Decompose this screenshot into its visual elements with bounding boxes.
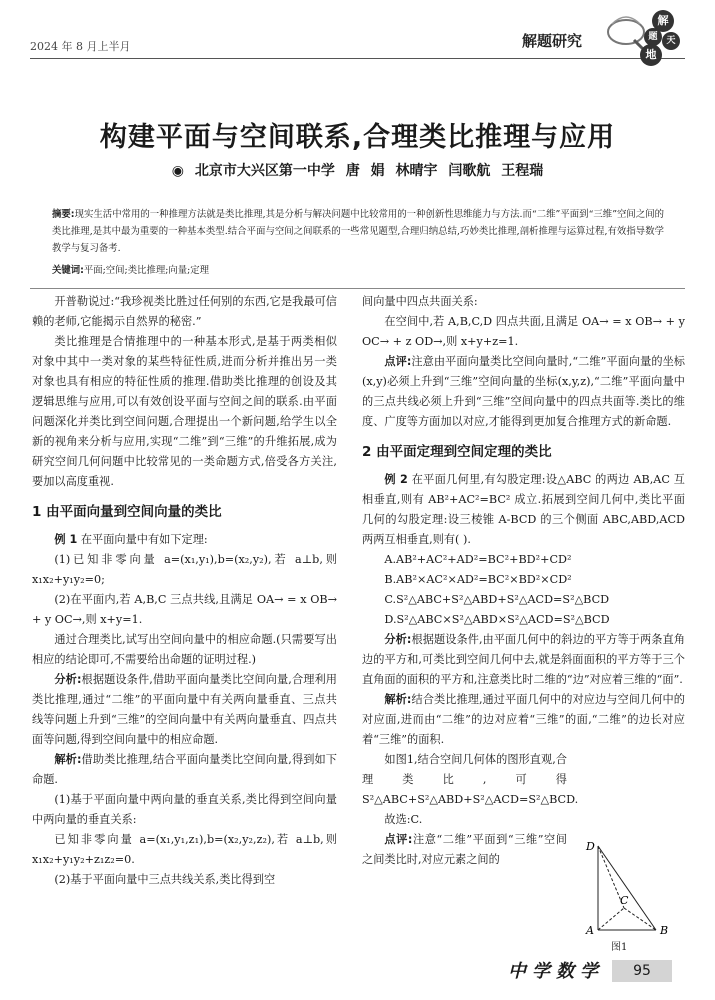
- section-heading: 2 由平面定理到空间定理的类比: [362, 444, 552, 460]
- labeled-paragraph: [362, 830, 567, 870]
- body-paragraph: (1)已知非零向量 a=(x₁,y₁),b=(x₂,y₂),若 a⊥b,则 x₁x₂+y₁y₂=0;: [32, 553, 337, 586]
- edge-db: [598, 846, 656, 930]
- paragraph-text: 根据题设条件,由平面几何中的斜边的平方等于两条直角边的平方和,可类比到空间几何中去,就是斜面面积的平方等于三个直角面的面积的平方和,注意类比时二维的“边”对应着三维的“面”.: [362, 633, 685, 686]
- page-number: 95: [612, 960, 672, 982]
- labeled-paragraph: [362, 690, 685, 750]
- tetrahedron-figure: [578, 838, 690, 950]
- edge-cb: [624, 908, 656, 930]
- labeled-paragraph: [32, 670, 337, 750]
- labeled-paragraph: [362, 352, 685, 432]
- body-paragraph: C.S²△ABC+S²△ABD+S²△ACD=S²△BCD: [384, 593, 610, 606]
- badge-char-1: 解: [652, 10, 674, 32]
- paragraph-label: 例 1: [54, 533, 78, 546]
- paragraph-text: 在平面向量中有如下定理:: [77, 533, 208, 546]
- header-rule: [30, 58, 685, 59]
- keywords-label: 关键词:: [52, 265, 84, 276]
- section-name: 解题研究: [522, 32, 583, 50]
- abstract-text: 现实生活中常用的一种推理方法就是类比推理,其是分析与解决问题中比较常用的一种创新性思维能力与方法.而“二维”平面到“三维”空间之间的类比推理,是其中最为重要的一种基本类型.结合平面与空间之间联系的一些常见题型,合理归纳总结,巧妙类比推理,剖析推理与运算过程,有效指导数学教学与复习备考.: [52, 209, 665, 254]
- body-paragraph: (2)基于平面向量中三点共线关系,类比得到空: [54, 873, 276, 886]
- column-badge: [604, 6, 674, 62]
- keywords: [52, 262, 664, 279]
- labeled-paragraph: [32, 750, 337, 790]
- left-column: [32, 292, 337, 890]
- body-paragraph: 类比推理是合情推理中的一种基本形式,是基于两类相似对象中其中一类对象的某些特征性质,进而分析并推出另一类对象也具有相应的特征性质的推理.借助类比推理的创设及其逻辑思维与应用,可以有效创设平面与空间之间的联系.由平面问题深化并类比到空间问题,合理提出一个新问题,给学生以全新的视角来分析与应用,实现“二维”到“三维”的升维拓展,成为研究空间几何问题中比较常见的一类命题方式,倍受各方关注,要加以高度重视.: [32, 335, 337, 488]
- body-paragraph: (2)在平面内,若 A,B,C 三点共线,且满足 OA→ = x OB→ + y OC→,则 x+y=1.: [32, 593, 337, 626]
- paragraph-text: 注意“二维”平面到“三维”空间之间类比时,对应元素之间的: [362, 833, 567, 866]
- badge-char-4: 地: [640, 44, 662, 66]
- labeled-paragraph: [362, 630, 685, 690]
- badge-char-2: 题: [644, 28, 662, 46]
- body-paragraph: (1)基于平面向量中两向量的垂直关系,类比得到空间向量中两向量的垂直关系:: [32, 793, 337, 826]
- paragraph-label: 解析:: [54, 753, 82, 766]
- vertex-c-label: C: [620, 894, 629, 907]
- paragraph-label: 解析:: [384, 693, 412, 706]
- body-paragraph: 在空间中,若 A,B,C,D 四点共面,且满足 OA→ = x OB→ + y OC→ + z OD→,则 x+y+z=1.: [362, 315, 685, 348]
- paragraph-label: 例 2: [384, 473, 408, 486]
- paragraph-label: 分析:: [54, 673, 82, 686]
- paragraph-label: 点评:: [384, 355, 412, 368]
- body-paragraph: 已知非零向量 a=(x₁,y₁,z₁),b=(x₂,y₂,z₂),若 a⊥b,则 x₁x₂+y₁y₂+z₁z₂=0.: [32, 833, 337, 866]
- body-paragraph: 通过合理类比,试写出空间向量中的相应命题.(只需要写出相应的结论即可,不需要给出命题的证明过程.): [32, 633, 337, 666]
- vertex-d-label: D: [586, 840, 595, 853]
- vertex-a-label: A: [586, 924, 594, 937]
- body-paragraph: A.AB²+AC²+AD²=BC²+BD²+CD²: [384, 553, 572, 566]
- paragraph-label: 点评:: [384, 833, 413, 846]
- body-paragraph: D.S²△ABC×S²△ABD×S²△ACD=S²△BCD: [384, 613, 610, 626]
- body-paragraph: 开普勒说过:“我珍视类比胜过任何别的东西,它是我最可信赖的老师,它能揭示自然界的秘密.”: [32, 295, 337, 328]
- journal-brand: 中学数学: [508, 961, 604, 982]
- body-paragraph: 间向量中四点共面关系:: [362, 295, 478, 308]
- section-heading: 1 由平面向量到空间向量的类比: [32, 504, 222, 520]
- paragraph-text: 结合类比推理,通过平面几何中的对应边与空间几何中的对应面,进而由“二维”的边对应着“三维”的面,“二维”的边长对应着“三维”的面积.: [362, 693, 685, 746]
- abstract-label: 摘要:: [52, 209, 75, 220]
- paragraph-text: 根据题设条件,借助平面向量类比空间向量,合理利用类比推理,通过“二维”的平面向量中有关两向量垂直、三点共线等问题上升到“三维”的空间向量中有关两向量垂直、四点共面等问题,得到空间向量中的相应命题.: [32, 673, 337, 746]
- article-authors: ◉ 北京市大兴区第一中学 唐 娟 林晴宇 闫歌航 王程瑞: [171, 163, 544, 179]
- paragraph-text: 在平面几何里,有勾股定理:设△ABC 的两边 AB,AC 互相垂直,则有 AB²+AC²=BC² 成立.拓展到空间几何中,类比平面几何的勾股定理:设三棱锥 A-BCD 的三个侧面 ABC,ABD,ACD 两两互相垂直,则有( ).: [362, 473, 685, 546]
- example-statement: [362, 470, 685, 550]
- right-column: [362, 292, 685, 870]
- article-title: 构建平面与空间联系,合理类比推理与应用: [99, 122, 616, 153]
- body-paragraph: 故选:C.: [384, 813, 423, 826]
- paragraph-text: 借助类比推理,结合平面向量类比空间向量,得到如下命题.: [32, 753, 337, 786]
- abstract-divider: [30, 288, 685, 289]
- body-paragraph: 如图1,结合空间几何体的图形直观,合理类比,可得 S²△ABC+S²△ABD+S²△ACD=S²△BCD.: [362, 753, 579, 806]
- badge-char-3: 天: [662, 32, 680, 50]
- body-paragraph: B.AB²×AC²×AD²=BC²×BD²×CD²: [384, 573, 572, 586]
- keywords-text: 平面;空间;类比推理;向量;定理: [83, 265, 210, 276]
- issue-date: 2024 年 8 月上半月: [30, 40, 131, 53]
- figure-caption: 图1: [611, 942, 628, 953]
- abstract: [52, 206, 664, 257]
- vertex-b-label: B: [660, 924, 669, 937]
- paragraph-text: 注意由平面向量类比空间向量时,“二维”平面向量的坐标(x,y)必须上升到“三维”空间向量的坐标(x,y,z),“二维”平面向量中的三点共线必须上升到“三维”空间向量中的四点共面等.类比的维度、广度等方面加以对应,才能得到更加复合推理方式的新命题.: [362, 355, 685, 428]
- paragraph-label: 分析:: [384, 633, 412, 646]
- edge-ac: [598, 908, 624, 930]
- example-statement: [32, 530, 337, 550]
